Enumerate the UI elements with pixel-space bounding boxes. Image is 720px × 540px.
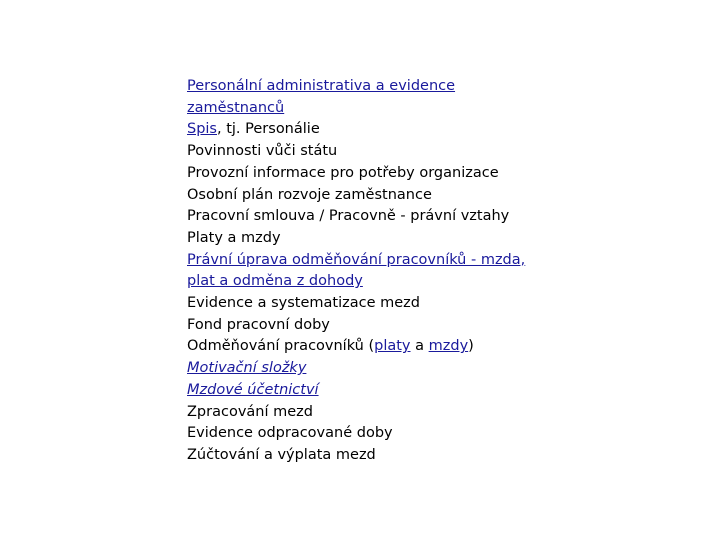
text-close-paren: ) (468, 338, 474, 355)
link-motivacni-slozky[interactable]: Motivační složky (187, 360, 307, 377)
line-18: Zúčtování a výplata mezd (187, 446, 376, 463)
line-16: Zpracování mezd (187, 403, 313, 420)
line-8: Platy a mzdy (187, 229, 281, 246)
link-personalni-administrativa-1[interactable]: Personální administrativa a evidence (187, 78, 456, 94)
line-3 (187, 119, 537, 141)
line-13 (187, 336, 537, 358)
line-9[interactable] (187, 250, 537, 272)
link-pravni-uprava-1[interactable]: Právní úprava odměňování pracovníků - mzda, (187, 251, 526, 268)
link-spis[interactable]: Spis (187, 121, 217, 138)
line-4: Povinnosti vůči státu (187, 143, 338, 160)
line-14[interactable] (187, 358, 537, 380)
line-11: Evidence a systematizace mezd (187, 295, 420, 312)
link-pravni-uprava-2[interactable]: plat a odměna z dohody (187, 273, 363, 290)
text-odmenovani: Odměňování pracovníků ( (187, 338, 375, 355)
line-2[interactable] (187, 98, 537, 120)
link-platy[interactable]: platy (374, 338, 411, 355)
text-personalie: , tj. Personálie (217, 121, 320, 138)
line-7: Pracovní smlouva / Pracovně - právní vztahy (187, 208, 510, 225)
line-1[interactable] (187, 76, 537, 98)
document-text-block (187, 76, 537, 467)
line-15[interactable] (187, 380, 537, 402)
link-personalni-administrativa-2[interactable]: zaměstnanců (187, 99, 285, 116)
link-mzdy[interactable]: mzdy (428, 338, 469, 355)
link-mzdove-ucetnictvi[interactable]: Mzdové účetnictví (187, 381, 319, 398)
line-10[interactable] (187, 271, 537, 293)
line-5: Provozní informace pro potřeby organizace (187, 164, 499, 181)
line-6: Osobní plán rozvoje zaměstnance (187, 186, 432, 203)
line-12: Fond pracovní doby (187, 316, 330, 333)
text-a: a (410, 338, 429, 355)
line-17: Evidence odpracované doby (187, 425, 393, 442)
